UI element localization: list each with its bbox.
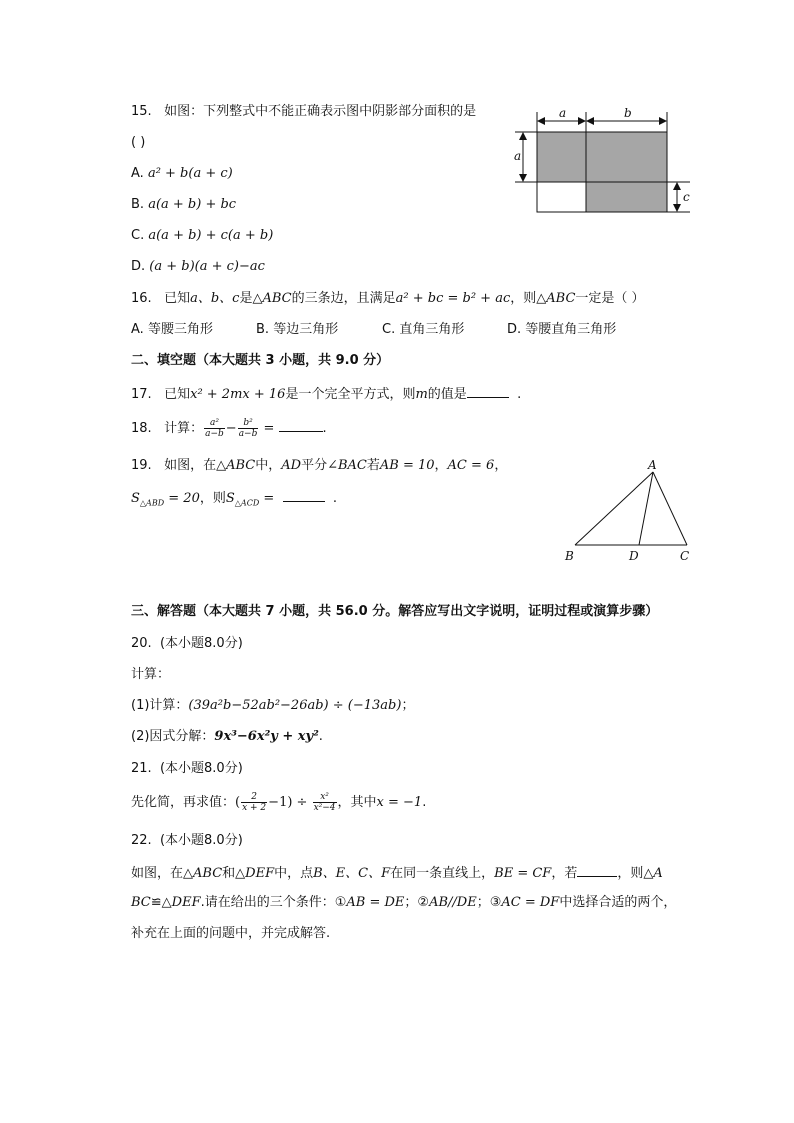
q15-option-a: A. a² + b(a + c) (131, 166, 233, 181)
label-c-right: c (683, 190, 690, 204)
question-text: 如图：下列整式中不能正确表示图中阴影部分面积的是 (164, 104, 477, 119)
label-b-top: b (624, 106, 632, 120)
q15-area-figure (510, 100, 700, 220)
section-heading-fill-blank: 二、填空题（本大题共 3 小题，共 9.0 分） (131, 353, 390, 368)
vertex-label-b: B (565, 549, 574, 563)
point-label-d: D (629, 549, 639, 563)
q22-line3: 补充在上面的问题中，并完成解答. (131, 926, 331, 941)
shaded-region-b-c (586, 182, 667, 212)
blank-region-a-c (537, 182, 586, 212)
q20-part2: (2)因式分解：9x³−6x²y + xy². (131, 729, 323, 744)
side-ac (653, 472, 687, 545)
label-a-left: a (514, 149, 522, 163)
fraction-x2-over-x2-minus-4: $\frac{\text{x²}}{\text{x²−4}}$ (313, 792, 336, 813)
shaded-region-a-a (537, 132, 586, 182)
q15-stem (131, 103, 476, 121)
vertex-label-c: C (680, 549, 690, 563)
q16-option-c: C. 直角三角形 (382, 322, 465, 337)
fraction-2-over-x-plus-2: $\frac{2}{x + 2}$ (242, 792, 267, 813)
condition-2: ② (417, 895, 430, 910)
q20-part1: (1)计算：(39a²b−52ab²−26ab) ÷ (−13ab)； (131, 698, 415, 713)
q16-options (131, 321, 616, 339)
q15-paren: ( ) (131, 135, 146, 150)
label-a-top: a (559, 106, 567, 120)
q17-stem: 17. 已知x² + 2mx + 16是一个完全平方式，则m的值是 . (131, 384, 521, 404)
q22-line2: BC≌△DEF.请在给出的三个条件：①AB = DE；②AB//DE；③AC = DF中选择合适的两个， (131, 895, 677, 910)
q21-stem: 先化简，再求值：( $\frac{2}{x + 2}$ −1) ÷ $\frac{\text{x²}}{\text{x²−4}}$ ，其中x = −1. (131, 792, 427, 813)
q21-header: 21. (本小题8.0分) (131, 761, 243, 776)
q16-stem: 16. 已知a、b、c是△ABC的三条边，且满足a² + bc = b² + ac，则△ABC一定是（ ） (131, 291, 645, 306)
q19-stem-line2: $S_{\triangle ABD} = 20$，则$S_{\triangle ACD}$ = . (131, 488, 337, 508)
vertex-label-a: A (648, 458, 657, 472)
answer-blank[interactable] (577, 863, 617, 877)
q20-intro: 计算： (131, 667, 171, 682)
fraction-b2: $\frac{\text{b²}}{a-b}$ (238, 418, 258, 439)
q19-stem-line1: 19. 如图，在△ABC中，AD平分∠BAC若AB = 10，AC = 6， (131, 458, 508, 473)
condition-3: ③ (489, 895, 502, 910)
section-heading-solutions: 三、解答题（本大题共 7 小题，共 56.0 分。解答应写出文字说明，证明过程或演算步骤） (131, 604, 659, 619)
q22-line1: 如图，在△ABC和△DEF中，点B、E、C、F在同一条直线上，BE = CF，若 ，则△A (131, 863, 663, 883)
fraction-a2: $\frac{\text{a²}}{a-b}$ (205, 418, 224, 439)
answer-blank[interactable] (467, 384, 509, 398)
q19-triangle-figure (555, 455, 705, 570)
question-number: 15. (131, 104, 152, 119)
q22-header: 22. (本小题8.0分) (131, 833, 243, 848)
q15-option-d: D. (a + b)(a + c)−ac (131, 259, 265, 274)
q16-option-b: B. 等边三角形 (256, 322, 339, 337)
q18-stem: 18. 计算： $\frac{\text{a²}}{a-b}$ − $\frac{\text{b²}}{a-b}$ = . (131, 418, 327, 439)
q16-option-a: A. 等腰三角形 (131, 322, 213, 337)
shaded-region-b-a (586, 132, 667, 182)
condition-1: ① (334, 895, 347, 910)
answer-blank[interactable] (279, 418, 323, 432)
q16-option-d: D. 等腰直角三角形 (507, 322, 617, 337)
q15-option-c: C. a(a + b) + c(a + b) (131, 228, 274, 243)
q15-option-b: B. a(a + b) + bc (131, 197, 237, 212)
q20-header: 20. (本小题8.0分) (131, 636, 243, 651)
answer-blank[interactable] (283, 488, 325, 502)
